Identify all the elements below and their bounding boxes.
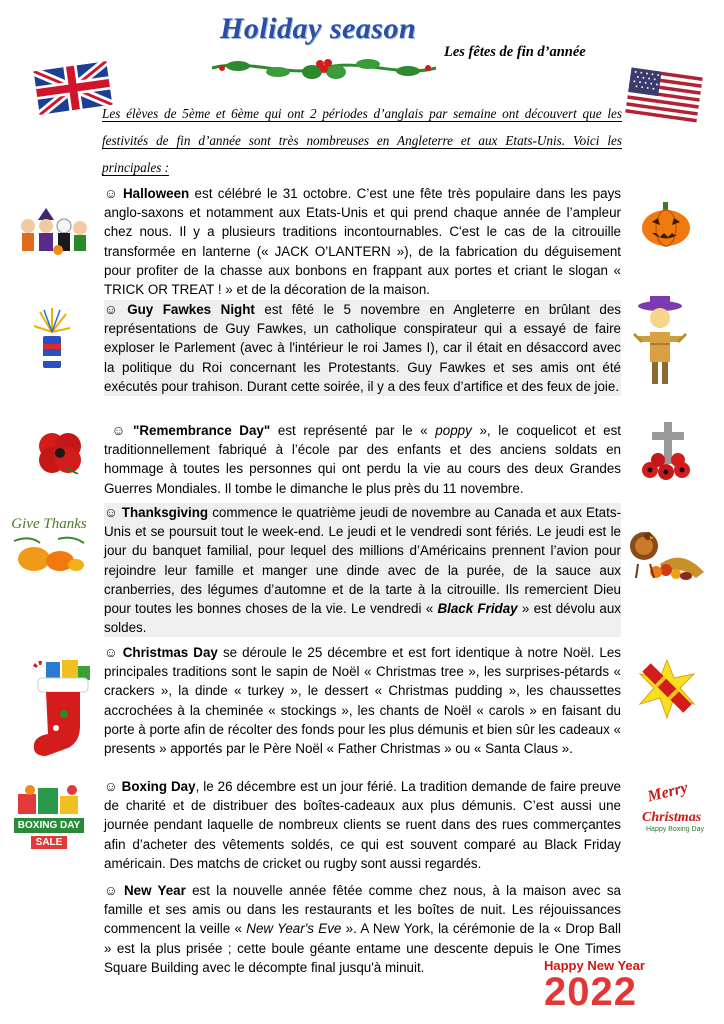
section-heading: Halloween — [123, 186, 190, 201]
christmas-text: Christmas — [642, 810, 702, 825]
section-text: , le 26 décembre est un jour férié. La tradition demande de faire preuve de charité et de distribuer des boîtes-cadeaux aux plus démunis. C’est aussi une journée pendant laquelle de nombreux clients se ruent dans des rues commerçantes afin d’acheter des vêtements soldés, ce qui est souvent comparé au Black Friday américain. Des matchs de cricket ou rugby sont aussi regardés. — [104, 779, 621, 871]
section-heading: Boxing Day — [121, 779, 196, 794]
section-heading: "Remembrance Day" — [133, 423, 271, 438]
boxing-day-label: BOXING DAY — [14, 818, 84, 833]
smiley-icon: ☺ — [104, 779, 118, 794]
smiley-icon: ☺ — [104, 645, 118, 660]
sale-label: SALE — [31, 836, 67, 849]
gift-boxes-icon — [14, 782, 84, 816]
holly-garland-image — [208, 54, 440, 82]
section-text: ». A New York, la cérémonie de la « Drop Ball » est la plus prisée ; cette boule géante entame une descente depuis le One Times Square Building avec le décompte final jusqu'à minuit. — [104, 921, 622, 975]
give-thanks-image — [10, 516, 88, 578]
turkey-cornucopia-image — [626, 528, 706, 584]
smiley-icon: ☺ — [104, 302, 118, 317]
intro-line-3: principales : — [102, 160, 170, 175]
give-thanks-text: Give Thanks — [11, 516, 87, 532]
merry-christmas-image — [640, 779, 724, 840]
section-text: est représenté par le « — [270, 423, 436, 438]
section-text: », le coquelicot et est traditionnellement fabriqué à l’école par des enfants et des anciens soldats en hommage à toutes les personnes qui ont perdu la vie au cours des deux Grandes Guerres Mondiales. Il tombe le dimanche le plus près du 11 novembre. — [104, 423, 621, 496]
section-heading: Thanksgiving — [121, 505, 209, 520]
page-title: Holiday season — [220, 12, 417, 45]
section-text: est fêté le 5 novembre en Angleterre en brûlant des représentations de Guy Fawkes, un catholique conspirateur qui a essayé de faire exploser le Parlement (avec à l'intérieur le roi James I), car il était en désaccord avec la politique du Roi concernant les Protestants. Guy Fawkes et ses amis ont été exécutés pour trahison. Durant cette soirée, il y a des feux d’artifice et des feux de joie. — [104, 302, 621, 394]
section-thanksgiving — [104, 503, 621, 637]
cracker-image — [634, 650, 700, 722]
intro-paragraph — [102, 100, 622, 181]
section-boxing-day — [104, 777, 621, 873]
section-text: commence le quatrième jeudi de novembre au Canada et aux Etats-Unis et se poursuit tout le week-end. Le jeudi et le vendredi sont fériés. Le jeudi est le jour du banquet familial, pour lequel des millions d’Américains prennent l’avion pour rejoindre leur famille et manger une dinde avec de la purée, de la sauce aux cranberries, des légumes d’automne et de la tarte à la citrouille. Ils remercient Dieu pour toutes les bonnes choses de la vie. Le vendredi « — [104, 505, 621, 617]
section-emphasis: Black Friday — [437, 601, 518, 617]
section-guy-fawkes — [104, 300, 621, 396]
section-emphasis: poppy — [435, 423, 472, 438]
guy-effigy-image — [630, 296, 690, 388]
section-text: » est dévolu aux soldes. — [104, 601, 622, 636]
firework-image — [30, 306, 74, 372]
smiley-icon: ☺ — [104, 883, 118, 898]
intro-line-1: Les élèves de 5ème et 6ème qui ont 2 périodes d’anglais par semaine ont découvert que les — [102, 106, 622, 121]
year-text: 2022 — [544, 970, 637, 1014]
page-subtitle: Les fêtes de fin d’année — [444, 44, 586, 60]
smiley-icon: ☺ — [104, 505, 118, 520]
intro-line-2: festivités de fin d’année sont très nombreuses en Angleterre et aux Etats-Unis. Voici les — [102, 133, 622, 148]
halloween-kids-image — [18, 208, 90, 256]
section-remembrance-day — [104, 421, 621, 498]
section-halloween — [104, 184, 621, 299]
merry-text: Merry — [645, 779, 690, 806]
section-text: est célébré le 31 octobre. C’est une fête très populaire dans les pays anglo-saxons et notamment aux Etats-Unis et qui prend chaque année de l’ampleur chez nous. Il y a plusieurs traditions incontournables. C'est le cas de la citrouille transformée en lanterne (« JACK O’LANTERN »), de la fabrication du déguisement pour profiter de la chasse aux bonbons en frappant aux portes et criant le slogan « TRICK OR TREAT ! » et de la décoration de la maison. — [104, 186, 621, 298]
happy-new-year-text: Happy New Year — [544, 958, 645, 973]
pumpkins-icon — [10, 533, 88, 573]
section-text: est la nouvelle année fêtée comme chez nous, à la maison avec sa famille et ses amis ou dans les restaurants et les boîtes de nuit. Les réjouissances commencent la veille « — [104, 883, 621, 937]
us-flag-image — [625, 67, 703, 123]
poppy-image — [36, 428, 84, 474]
happy-boxing-day-text: Happy Boxing Day — [646, 826, 704, 833]
section-text: se déroule le 25 décembre et est fort identique à notre Noël. Les principales traditions sont le sapin de Noël « Christmas tree », les surprises-pétards « crackers », la dinde « turkey », le dessert « Christmas pudding », les chaussettes accrochées à la cheminée « stockings », les chants de Noël « carols » en faisant du porte à porte afin de récolter des fonds pour les plus démunis et bien sûr les cadeaux « presents » apportés par le Père Noël « Father Christmas » ou « Santa Claus ». — [104, 645, 621, 757]
memorial-cross-image — [640, 420, 696, 482]
smiley-icon: ☺ — [104, 186, 118, 201]
stocking-image — [28, 656, 96, 762]
pumpkin-image — [640, 200, 692, 248]
section-heading: Guy Fawkes Night — [127, 302, 255, 317]
uk-flag-image — [33, 61, 112, 115]
section-heading: Christmas Day — [122, 645, 218, 660]
smiley-icon: ☺ — [111, 423, 126, 438]
section-emphasis: New Year's Eve — [246, 921, 342, 937]
section-heading: New Year — [123, 883, 186, 898]
section-christmas-day — [104, 643, 621, 758]
boxing-day-sale-image — [14, 782, 84, 860]
